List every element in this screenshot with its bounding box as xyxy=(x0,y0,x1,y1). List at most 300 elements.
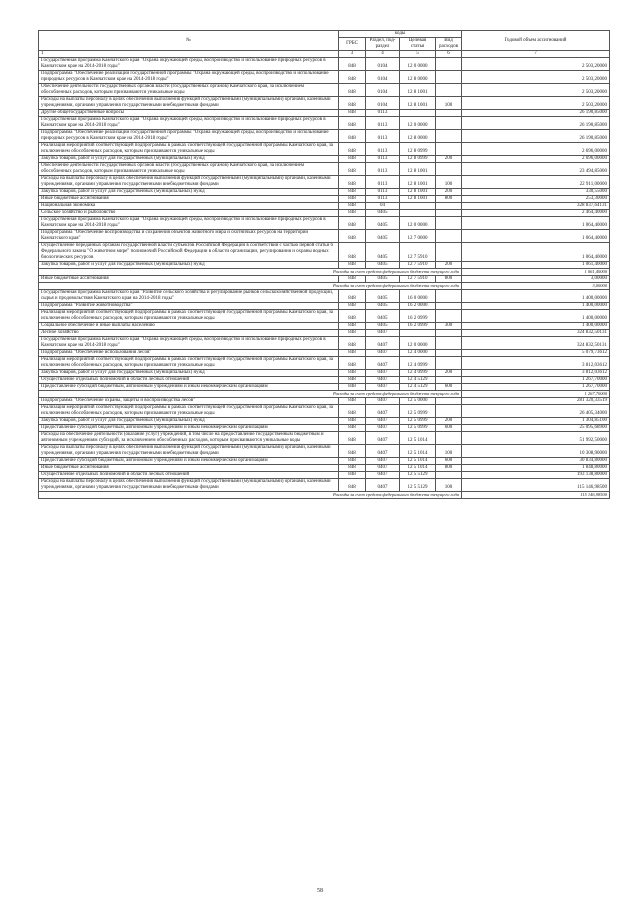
row-grbs: 848 xyxy=(339,276,366,283)
row-section: 04 xyxy=(366,203,400,210)
row-name: Осуществление отдельных полномочий в области лесных отношений xyxy=(39,377,339,384)
note-row xyxy=(39,492,610,499)
row-amount: 2 464,40000 xyxy=(462,210,610,217)
table-row xyxy=(39,337,610,350)
row-expense-type: 800 xyxy=(436,465,462,472)
table-row xyxy=(39,210,610,217)
row-grbs: 848 xyxy=(339,230,366,243)
row-target: 12 4 5129 xyxy=(400,384,436,391)
row-expense-type xyxy=(436,217,462,230)
row-name: Подпрограмма "Развитие животноводства" xyxy=(39,303,339,310)
row-expense-type: 100 xyxy=(436,176,462,189)
column-number: 6 xyxy=(436,51,462,58)
table-row xyxy=(39,110,610,117)
column-number: 7 xyxy=(462,51,610,58)
note-amount: 115 146,98500 xyxy=(462,492,610,499)
row-target: 16 0 0000 xyxy=(400,290,436,303)
row-grbs: 848 xyxy=(339,217,366,230)
row-amount: 1 064,40000 xyxy=(462,217,610,230)
row-target: 12 5 0999 xyxy=(400,418,436,425)
table-row xyxy=(39,479,610,492)
row-amount: 1 848,80000 xyxy=(462,465,610,472)
row-name: Иные бюджетные ассигнования xyxy=(39,276,339,283)
header-expense-type: Вид расходов xyxy=(436,38,462,51)
row-section: 0407 xyxy=(366,472,400,479)
note-row xyxy=(39,283,610,290)
row-expense-type xyxy=(436,243,462,262)
row-expense-type xyxy=(436,290,462,303)
row-grbs: 848 xyxy=(339,350,366,357)
row-name: Другие общегосударственные вопросы xyxy=(39,110,339,117)
row-grbs: 848 xyxy=(339,97,366,110)
row-name: Закупка товаров, работ и услуг для государственных (муниципальных) нужд xyxy=(39,189,339,196)
row-expense-type xyxy=(436,130,462,143)
row-target: 12 4 5129 xyxy=(400,377,436,384)
row-target xyxy=(400,110,436,117)
row-name: Закупка товаров, работ и услуг для государственных (муниципальных) нужд xyxy=(39,418,339,425)
row-expense-type: 200 xyxy=(436,189,462,196)
row-target: 12 7 5910 xyxy=(400,262,436,269)
row-grbs: 848 xyxy=(339,189,366,196)
row-grbs: 848 xyxy=(339,337,366,350)
row-target: 12 8 0000 xyxy=(400,71,436,84)
row-amount: 281 320,33519 xyxy=(462,398,610,405)
table-row xyxy=(39,203,610,210)
table-row xyxy=(39,445,610,458)
row-section: 0405 xyxy=(366,290,400,303)
row-amount: 115 146,98500 xyxy=(462,479,610,492)
row-grbs: 848 xyxy=(339,84,366,97)
row-grbs: 848 xyxy=(339,58,366,71)
table-row xyxy=(39,217,610,230)
header-grbs: ГРБС xyxy=(339,38,366,51)
table-row xyxy=(39,71,610,84)
row-grbs: 848 xyxy=(339,203,366,210)
row-target: 12 0 0000 xyxy=(400,117,436,130)
row-expense-type xyxy=(436,398,462,405)
row-target: 12 8 1001 xyxy=(400,84,436,97)
row-amount: 26 190,85000 xyxy=(462,110,610,117)
row-grbs: 848 xyxy=(339,357,366,370)
table-header xyxy=(39,31,610,58)
row-target: 12 7 5910 xyxy=(400,243,436,262)
row-grbs: 848 xyxy=(339,432,366,445)
column-number: 4 xyxy=(366,51,400,58)
table-row xyxy=(39,276,610,283)
row-amount: 2 503,20000 xyxy=(462,97,610,110)
note-row xyxy=(39,269,610,276)
table-row xyxy=(39,196,610,203)
table-row xyxy=(39,323,610,330)
row-grbs: 848 xyxy=(339,405,366,418)
row-target: 12 5 5129 xyxy=(400,472,436,479)
row-name: Государственная программа Камчатского края "Развитие сельского хозяйства и регулирование рынков сельскохозяйственной продукции, сырья и продовольствия Камчатского края на 2014-2018 годы" xyxy=(39,290,339,303)
row-amount: 1 061,40000 xyxy=(462,262,610,269)
row-section: 0407 xyxy=(366,465,400,472)
row-grbs: 848 xyxy=(339,465,366,472)
row-name: Национальная экономика xyxy=(39,203,339,210)
row-section: 0113 xyxy=(366,117,400,130)
header-section: Раздел, под-раздел xyxy=(366,38,400,51)
row-section: 0407 xyxy=(366,398,400,405)
row-amount: 324 832,50131 xyxy=(462,330,610,337)
row-name: Реализация мероприятий соответствующей подпрограммы в рамках соответствующей государственной программы Камчатского края, за исключением обособленных расходов, которым присваиваются уникальные коды xyxy=(39,405,339,418)
row-amount: 1 400,00000 xyxy=(462,290,610,303)
row-grbs: 848 xyxy=(339,418,366,425)
row-expense-type xyxy=(436,337,462,350)
row-section: 0407 xyxy=(366,377,400,384)
note-amount: 1 267,70000 xyxy=(462,391,610,398)
row-expense-type: 200 xyxy=(436,156,462,163)
column-number: 1 xyxy=(39,51,339,58)
row-amount: 2 696,00000 xyxy=(462,143,610,156)
row-target: 12 5 0999 xyxy=(400,405,436,418)
row-target xyxy=(400,203,436,210)
row-name: Предоставление субсидий бюджетным, автономным учреждениям и иным некоммерческим организациям xyxy=(39,384,339,391)
table-row xyxy=(39,189,610,196)
row-expense-type: 100 xyxy=(436,97,462,110)
row-section: 0405 xyxy=(366,303,400,310)
row-section: 0407 xyxy=(366,357,400,370)
column-number: 5 xyxy=(400,51,436,58)
row-expense-type: 600 xyxy=(436,425,462,432)
table-row xyxy=(39,425,610,432)
row-name: Расходы на обеспечение деятельности (оказание услуг) учреждений, в том числе на предоставление государственным бюджетным и автономным учреждениям субсидий, за исключением обособленных расходов, которым присваиваются уникальные коды xyxy=(39,432,339,445)
table-row xyxy=(39,398,610,405)
table-row xyxy=(39,370,610,377)
table-row xyxy=(39,117,610,130)
table-row xyxy=(39,230,610,243)
note-text: Расходы за счет средств федерального бюджета текущего года xyxy=(39,269,462,276)
table-row xyxy=(39,458,610,465)
row-amount: 1 400,00000 xyxy=(462,310,610,323)
row-target: 12 5 1014 xyxy=(400,445,436,458)
row-amount: 3 812,03612 xyxy=(462,357,610,370)
row-expense-type xyxy=(436,117,462,130)
row-amount: 26 190,85000 xyxy=(462,130,610,143)
row-name: Предоставление субсидий бюджетным, автономным учреждениям и иным некоммерческим организациям xyxy=(39,425,339,432)
row-name: Предоставление субсидий бюджетным, автономным учреждениям и иным некоммерческим организациям xyxy=(39,458,339,465)
row-section: 0113 xyxy=(366,196,400,203)
row-grbs: 848 xyxy=(339,472,366,479)
row-name: Подпрограмма "Обеспечение реализации государственной программы "Охрана окружающей среды, воспроизводство и использование природных ресурсов в Камчатском крае на 2014-2018 годы" xyxy=(39,130,339,143)
row-grbs: 848 xyxy=(339,398,366,405)
table-row xyxy=(39,330,610,337)
row-section: 0407 xyxy=(366,458,400,465)
row-name: Реализация мероприятий соответствующей подпрограммы в рамках соответствующей государственной программы Камчатского края, за исключением обособленных расходов, которым присваиваются уникальные коды xyxy=(39,357,339,370)
row-grbs: 848 xyxy=(339,310,366,323)
row-section: 0113 xyxy=(366,143,400,156)
row-amount: 22 911,00000 xyxy=(462,176,610,189)
row-grbs: 848 xyxy=(339,303,366,310)
row-amount: 1 304,85100 xyxy=(462,418,610,425)
row-target: 12 7 5910 xyxy=(400,276,436,283)
table-row xyxy=(39,303,610,310)
row-expense-type xyxy=(436,377,462,384)
row-section: 0104 xyxy=(366,58,400,71)
row-expense-type xyxy=(436,472,462,479)
note-text: Расходы за счет средств федерального бюджета текущего года xyxy=(39,283,462,290)
row-grbs: 848 xyxy=(339,163,366,176)
row-target: 12 8 0000 xyxy=(400,130,436,143)
row-amount: 1 267,70000 xyxy=(462,384,610,391)
row-section: 0407 xyxy=(366,432,400,445)
row-grbs: 848 xyxy=(339,196,366,203)
row-expense-type xyxy=(436,110,462,117)
row-amount: 26 405,34000 xyxy=(462,405,610,418)
row-name: Лесное хозяйство xyxy=(39,330,339,337)
row-section: 0113 xyxy=(366,189,400,196)
row-section: 0113 xyxy=(366,156,400,163)
row-section: 0104 xyxy=(366,97,400,110)
column-number-row xyxy=(39,51,610,58)
row-target: 16 2 0000 xyxy=(400,303,436,310)
row-amount: 2 696,00000 xyxy=(462,156,610,163)
row-expense-type xyxy=(436,143,462,156)
table-row xyxy=(39,262,610,269)
row-section: 0405 xyxy=(366,310,400,323)
header-number: № xyxy=(39,31,339,51)
row-section: 0407 xyxy=(366,405,400,418)
row-expense-type: 600 xyxy=(436,384,462,391)
row-expense-type: 800 xyxy=(436,196,462,203)
row-target: 16 2 0999 xyxy=(400,323,436,330)
row-expense-type xyxy=(436,203,462,210)
row-grbs: 848 xyxy=(339,117,366,130)
row-expense-type xyxy=(436,350,462,357)
row-grbs: 848 xyxy=(339,458,366,465)
row-section: 0407 xyxy=(366,370,400,377)
row-amount: 30 834,80000 xyxy=(462,458,610,465)
row-grbs: 848 xyxy=(339,143,366,156)
row-amount: 1 400,00000 xyxy=(462,323,610,330)
row-name: Расходы на выплаты персоналу в целях обеспечения выполнения функций государственными (муниципальными) органами, казенными учреждениями, органами управления государственными внебюджетными фондами xyxy=(39,176,339,189)
row-grbs: 848 xyxy=(339,156,366,163)
row-section: 0405 xyxy=(366,230,400,243)
table-row xyxy=(39,465,610,472)
row-section: 0104 xyxy=(366,71,400,84)
table-row xyxy=(39,176,610,189)
table-row xyxy=(39,472,610,479)
row-name: Иные бюджетные ассигнования xyxy=(39,465,339,472)
row-section: 0405 xyxy=(366,262,400,269)
row-expense-type: 100 xyxy=(436,479,462,492)
row-amount: 5 079,73612 xyxy=(462,350,610,357)
table-row xyxy=(39,243,610,262)
row-section: 0407 xyxy=(366,350,400,357)
table-row xyxy=(39,310,610,323)
row-target: 12 8 1001 xyxy=(400,97,436,110)
row-amount: 3 812,03612 xyxy=(462,370,610,377)
row-section: 0104 xyxy=(366,84,400,97)
row-name: Расходы на выплаты персоналу в целях обеспечения выполнения функций государственными (муниципальными) органами, казенными учреждениями, органами управления государственными внебюджетными фондами xyxy=(39,445,339,458)
row-grbs: 848 xyxy=(339,243,366,262)
table-row xyxy=(39,84,610,97)
row-name: Закупка товаров, работ и услуг для государственных (муниципальных) нужд xyxy=(39,156,339,163)
row-section: 0405 xyxy=(366,323,400,330)
row-section: 0405 xyxy=(366,243,400,262)
row-grbs: 848 xyxy=(339,425,366,432)
note-text: Расходы за счет средств федерального бюджета текущего года xyxy=(39,492,462,499)
row-amount: 51 992,50000 xyxy=(462,432,610,445)
row-amount: 25 095,68900 xyxy=(462,425,610,432)
row-name: Государственная программа Камчатского края "Охрана окружающей среды, воспроизводство и использование природных ресурсов в Камчатском крае на 2014-2018 годы" xyxy=(39,337,339,350)
row-grbs: 848 xyxy=(339,445,366,458)
row-amount: 330,55000 xyxy=(462,189,610,196)
row-name: Государственная программа Камчатского края "Охрана окружающей среды, воспроизводство и использование природных ресурсов в Камчатском крае на 2014-2018 годы" xyxy=(39,58,339,71)
row-target: 12 0 0000 xyxy=(400,337,436,350)
row-name: Реализация мероприятий соответствующей подпрограммы в рамках соответствующей государственной программы Камчатского края, за исключением обособленных расходов, которым присваиваются уникальные коды xyxy=(39,143,339,156)
row-section: 0407 xyxy=(366,330,400,337)
row-expense-type xyxy=(436,210,462,217)
row-target: 12 8 1001 xyxy=(400,196,436,203)
row-amount: 3,00000 xyxy=(462,276,610,283)
row-target: 12 7 0000 xyxy=(400,230,436,243)
row-grbs: 848 xyxy=(339,290,366,303)
row-expense-type xyxy=(436,405,462,418)
page-number: 58 xyxy=(317,888,323,894)
row-target: 12 0 0000 xyxy=(400,217,436,230)
row-name: Закупка товаров, работ и услуг для государственных (муниципальных) нужд xyxy=(39,370,339,377)
row-expense-type: 600 xyxy=(436,458,462,465)
row-target: 12 4 0000 xyxy=(400,350,436,357)
table-row xyxy=(39,432,610,445)
table-row xyxy=(39,418,610,425)
budget-table xyxy=(38,30,610,499)
row-section: 0113 xyxy=(366,110,400,117)
row-amount: 1 064,40000 xyxy=(462,230,610,243)
table-row xyxy=(39,143,610,156)
row-amount: 253,30000 xyxy=(462,196,610,203)
row-name: Расходы на выплаты персоналу в целях обеспечения выполнения функций государственными (муниципальными) органами, казенными учреждениями, органами управления государственными внебюджетными фондами xyxy=(39,479,339,492)
row-grbs: 848 xyxy=(339,130,366,143)
row-expense-type: 300 xyxy=(436,323,462,330)
row-amount: 2 503,20000 xyxy=(462,71,610,84)
row-target: 12 8 0999 xyxy=(400,156,436,163)
table-row xyxy=(39,377,610,384)
row-expense-type xyxy=(436,357,462,370)
row-grbs: 848 xyxy=(339,384,366,391)
row-section: 0407 xyxy=(366,425,400,432)
row-target: 12 4 0999 xyxy=(400,357,436,370)
row-name: Сельское хозяйство и рыболовство xyxy=(39,210,339,217)
row-amount: 1 267,70000 xyxy=(462,377,610,384)
row-expense-type xyxy=(436,310,462,323)
row-expense-type xyxy=(436,303,462,310)
row-name: Осуществление отдельных полномочий в области лесных отношений xyxy=(39,472,339,479)
row-target: 12 5 0999 xyxy=(400,425,436,432)
row-grbs: 848 xyxy=(339,377,366,384)
note-row xyxy=(39,391,610,398)
row-expense-type: 200 xyxy=(436,370,462,377)
table-row xyxy=(39,405,610,418)
row-target: 16 2 0999 xyxy=(400,310,436,323)
row-grbs: 848 xyxy=(339,262,366,269)
row-name: Подпрограмма "Обеспечение использования лесов" xyxy=(39,350,339,357)
note-text: Расходы за счет средств федерального бюджета текущего года xyxy=(39,391,462,398)
row-expense-type xyxy=(436,71,462,84)
row-section: 0113 xyxy=(366,130,400,143)
row-name: Расходы на выплаты персоналу в целях обеспечения выполнения функций государственными (муниципальными) органами, казенными учреждениями, органами управления государственными внебюджетными фондами xyxy=(39,97,339,110)
row-expense-type xyxy=(436,330,462,337)
row-amount: 324 832,50131 xyxy=(462,337,610,350)
row-grbs: 848 xyxy=(339,479,366,492)
row-grbs: 848 xyxy=(339,210,366,217)
row-target: 12 8 1001 xyxy=(400,163,436,176)
row-grbs: 848 xyxy=(339,370,366,377)
row-grbs: 848 xyxy=(339,110,366,117)
row-expense-type: 200 xyxy=(436,262,462,269)
row-name: Государственная программа Камчатского края "Охрана окружающей среды, воспроизводство и использование природных ресурсов в Камчатском крае на 2014-2018 годы" xyxy=(39,117,339,130)
row-section: 0407 xyxy=(366,384,400,391)
row-expense-type xyxy=(436,58,462,71)
row-expense-type xyxy=(436,163,462,176)
row-amount: 1 400,00000 xyxy=(462,303,610,310)
row-expense-type xyxy=(436,230,462,243)
row-amount: 1 064,40000 xyxy=(462,243,610,262)
row-name: Реализация мероприятий соответствующей подпрограммы в рамках соответствующей государственной программы Камчатского края, за исключением обособленных расходов, которым присваиваются уникальные коды xyxy=(39,310,339,323)
row-name: Подпрограмма "Обеспечение охраны, защиты и воспроизводства лесов" xyxy=(39,398,339,405)
row-section: 0405 xyxy=(366,210,400,217)
header-target: Целевая статья xyxy=(400,38,436,51)
table-row xyxy=(39,163,610,176)
row-target: 12 5 1014 xyxy=(400,458,436,465)
row-grbs: 848 xyxy=(339,71,366,84)
row-section: 0407 xyxy=(366,337,400,350)
table-row xyxy=(39,350,610,357)
row-name: Обеспечение деятельности государственных органов власти (государственных органов) Камчатского края, за исключением обособленных расходов, которым присваиваются уникальные коды xyxy=(39,163,339,176)
row-target: 12 8 0999 xyxy=(400,143,436,156)
row-target: 12 8 1001 xyxy=(400,176,436,189)
row-target: 12 5 5129 xyxy=(400,479,436,492)
row-amount: 2 503,20000 xyxy=(462,58,610,71)
table-row xyxy=(39,97,610,110)
row-section: 0405 xyxy=(366,276,400,283)
row-expense-type: 200 xyxy=(436,418,462,425)
table-row xyxy=(39,290,610,303)
header-codes: коды xyxy=(339,31,462,38)
row-name: Подпрограмма "Обеспечение воспроизводства и сохранения объектов животного мира и охотничьих ресурсов на территории Камчатского края" xyxy=(39,230,339,243)
row-amount: 23 494,85000 xyxy=(462,163,610,176)
row-target xyxy=(400,330,436,337)
table-row xyxy=(39,384,610,391)
row-name: Подпрограмма "Обеспечение реализации государственной программы "Охрана окружающей среды, воспроизводство и использование природных ресурсов в Камчатском крае на 2014-2018 годы" xyxy=(39,71,339,84)
row-section: 0407 xyxy=(366,418,400,425)
row-name: Иные бюджетные ассигнования xyxy=(39,196,339,203)
row-name: Обеспечение деятельности государственных органов власти (государственных органов) Камчатского края, за исключением обособленных расходов, которым присваиваются уникальные коды xyxy=(39,84,339,97)
row-amount: 328 837,64131 xyxy=(462,203,610,210)
row-section: 0407 xyxy=(366,479,400,492)
row-target: 12 5 1014 xyxy=(400,432,436,445)
row-target: 12 8 1001 xyxy=(400,189,436,196)
row-expense-type xyxy=(436,84,462,97)
table-body xyxy=(39,58,610,499)
header-amount: Годовой объем ассигнований xyxy=(462,31,610,51)
row-target: 12 4 0999 xyxy=(400,370,436,377)
note-amount: 1 061,40000 xyxy=(462,269,610,276)
row-target xyxy=(400,210,436,217)
row-name: Осуществление переданных органам государственной власти субъектов Российской Федерации в соответствии с частью первой статьи 6 Федерального закона "О животном мире" полномочий Российской Федерации в области организации, регулирования и охраны водных биологических ресурсов xyxy=(39,243,339,262)
row-section: 0113 xyxy=(366,176,400,189)
note-amount: 3,00000 xyxy=(462,283,610,290)
table-row xyxy=(39,130,610,143)
row-amount: 2 503,20000 xyxy=(462,84,610,97)
row-expense-type xyxy=(436,432,462,445)
table-row xyxy=(39,357,610,370)
column-number: 3 xyxy=(339,51,366,58)
row-expense-type: 800 xyxy=(436,276,462,283)
row-grbs: 848 xyxy=(339,330,366,337)
